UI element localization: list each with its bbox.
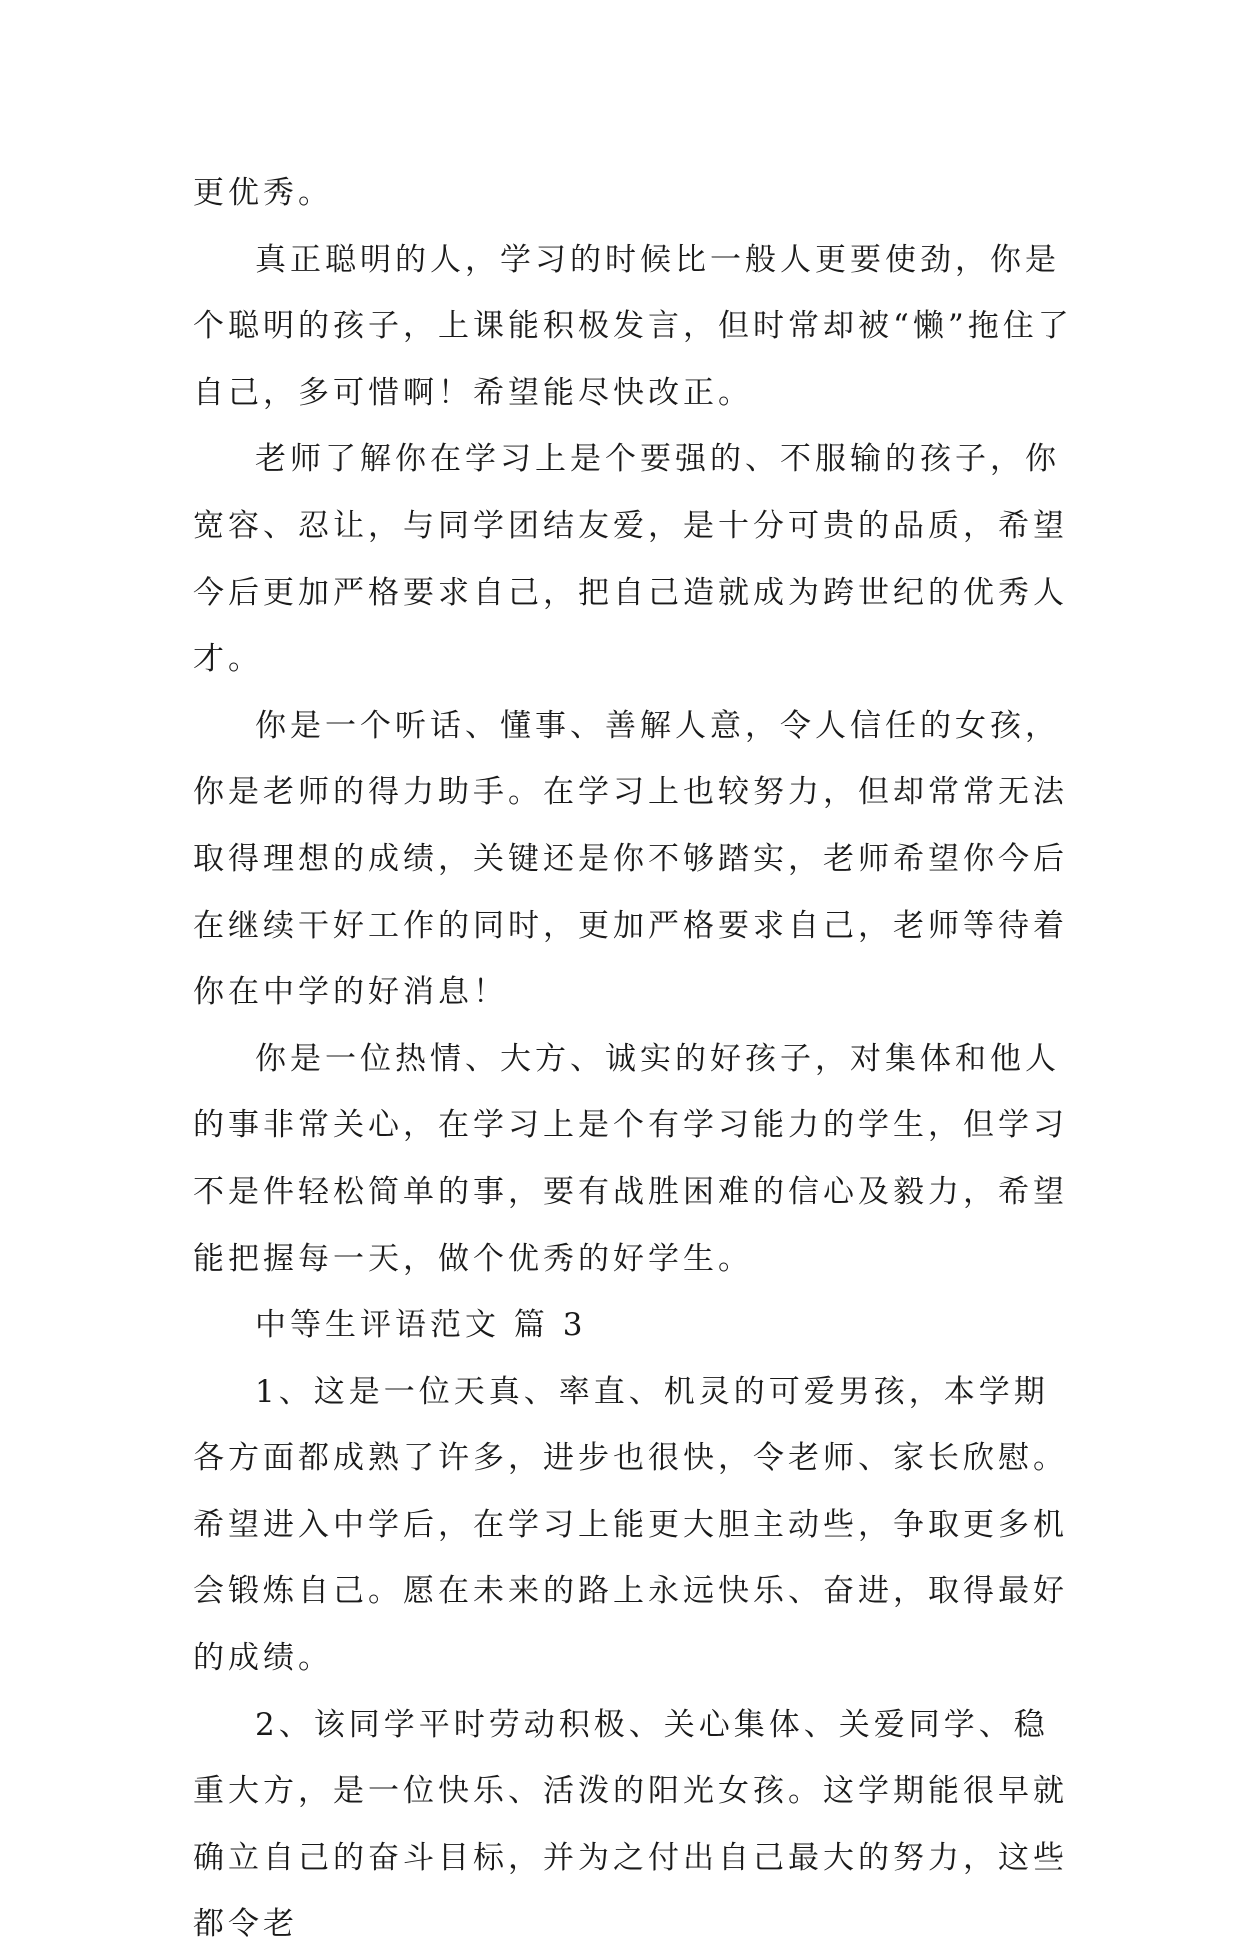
- paragraph-continuation: 更优秀。: [193, 175, 333, 211]
- section-heading: 中等生评语范文 篇 3: [255, 1307, 587, 1344]
- paragraph-item-2: 2、该同学平时劳动积极、关心集体、关爱同学、稳重大方，是一位快乐、活泼的阳光女孩。这学期能很早就确立自己的奋斗目标，并为之付出自己最大的努力，这些都令老: [193, 1706, 1068, 1943]
- document-body: [193, 160, 1073, 1958]
- paragraph-comment-4: 你是一位热情、大方、诚实的好孩子，对集体和他人的事非常关心，在学习上是个有学习能力的学生，但学习不是件轻松简单的事，要有战胜困难的信心及毅力，希望能把握每一天，做个优秀的好学生。: [193, 1040, 1068, 1277]
- paragraph-item-1: 1、这是一位天真、率直、机灵的可爱男孩，本学期各方面都成熟了许多，进步也很快，令老师、家长欣慰。希望进入中学后，在学习上能更大胆主动些，争取更多机会锻炼自己。愿在未来的路上永远快乐、奋进，取得最好的成绩。: [193, 1373, 1068, 1677]
- paragraph-comment-1: 真正聪明的人，学习的时候比一般人更要使劲，你是个聪明的孩子，上课能积极发言，但时常却被“懒”拖住了自己，多可惜啊！希望能尽快改正。: [193, 241, 1073, 411]
- paragraph-comment-2: 老师了解你在学习上是个要强的、不服输的孩子，你宽容、忍让，与同学团结友爱，是十分可贵的品质，希望今后更加严格要求自己，把自己造就成为跨世纪的优秀人才。: [193, 441, 1068, 678]
- paragraph-comment-3: 你是一个听话、懂事、善解人意，令人信任的女孩，你是老师的得力助手。在学习上也较努力，但却常常无法取得理想的成绩，关键还是你不够踏实，老师希望你今后在继续干好工作的同时，更加严格要求自己，老师等待着你在中学的好消息！: [193, 707, 1068, 1011]
